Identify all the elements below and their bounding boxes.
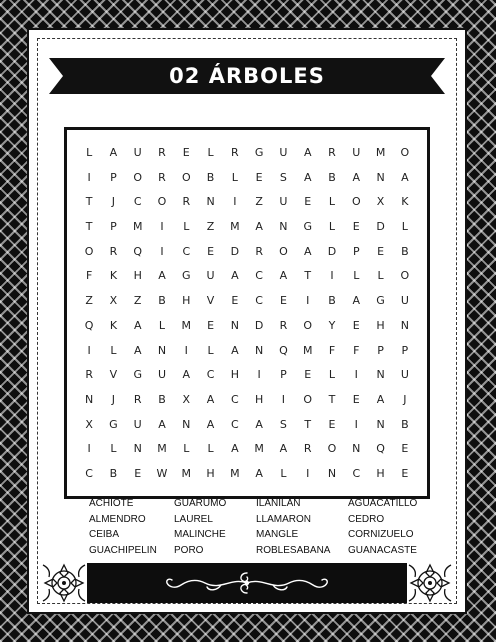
grid-letter: D xyxy=(254,318,264,332)
grid-letter: O xyxy=(84,244,94,258)
grid-letter: M xyxy=(254,442,264,456)
grid-letter: E xyxy=(231,294,239,308)
grid-letter: L xyxy=(377,269,384,283)
grid-letter: L xyxy=(207,145,214,159)
grid-letter: J xyxy=(111,392,116,406)
grid-letter: E xyxy=(377,244,385,258)
grid-letter: A xyxy=(279,269,288,283)
grid-letter: U xyxy=(352,145,361,159)
grid-letter: R xyxy=(85,368,93,382)
grid-letter: G xyxy=(303,219,312,233)
grid-letter: I xyxy=(87,343,91,357)
grid-letter: N xyxy=(255,343,264,357)
grid-letter: A xyxy=(401,170,409,184)
grid-letter: E xyxy=(304,368,312,382)
grid-letter: D xyxy=(230,244,240,258)
grid-letter: L xyxy=(183,442,190,456)
word-list-item: MANGLE xyxy=(256,529,299,540)
grid-letter: L xyxy=(207,442,214,456)
grid-letter: Q xyxy=(84,318,94,332)
grid-letter: U xyxy=(206,269,215,283)
grid-letter: L xyxy=(401,219,408,233)
grid-letter: J xyxy=(111,195,116,209)
grid-letter: I xyxy=(306,294,310,308)
letter-grid xyxy=(77,140,417,486)
grid-letter: E xyxy=(328,417,336,431)
grid-letter: C xyxy=(255,269,263,283)
grid-letter: P xyxy=(280,368,287,382)
word-list-item: CEIBA xyxy=(89,529,120,540)
grid-letter: R xyxy=(303,442,312,456)
grid-letter: E xyxy=(207,318,215,332)
grid-letter: I xyxy=(160,244,164,258)
grid-letter: T xyxy=(304,417,312,431)
grid-letter: N xyxy=(279,219,288,233)
grid-letter: C xyxy=(352,467,361,481)
grid-letter: O xyxy=(181,170,191,184)
word-list-item: CEDRO xyxy=(348,513,385,525)
grid-letter: P xyxy=(110,219,117,233)
grid-letter: Q xyxy=(279,343,288,357)
grid-letter: K xyxy=(401,195,409,209)
grid-letter: A xyxy=(303,145,312,159)
grid-letter: C xyxy=(133,195,142,209)
grid-letter: X xyxy=(109,294,118,308)
title-banner xyxy=(49,58,445,94)
grid-letter: A xyxy=(158,269,166,283)
grid-letter: U xyxy=(400,294,409,308)
grid-letter: U xyxy=(400,368,409,382)
grid-letter: Z xyxy=(206,219,215,233)
grid-letter: L xyxy=(110,343,117,357)
grid-letter: X xyxy=(182,392,191,406)
grid-letter: M xyxy=(157,442,167,456)
grid-letter: P xyxy=(352,244,360,258)
grid-letter: P xyxy=(401,343,409,357)
grid-letter: H xyxy=(182,294,191,308)
grid-letter: E xyxy=(401,442,409,456)
word-list xyxy=(89,496,429,558)
word-list-item: LAUREL xyxy=(174,513,213,525)
grid-letter: I xyxy=(354,417,358,431)
grid-letter: F xyxy=(353,343,360,357)
grid-letter: V xyxy=(206,294,215,308)
grid-letter: A xyxy=(255,417,263,431)
grid-letter: O xyxy=(327,442,337,456)
grid-letter: A xyxy=(231,442,239,456)
word-list-item: MALINCHE xyxy=(174,529,226,540)
grid-letter: B xyxy=(109,467,118,481)
grid-letter: N xyxy=(85,392,94,406)
grid-letter: M xyxy=(230,467,240,481)
grid-letter: V xyxy=(109,368,118,382)
grid-letter: L xyxy=(86,145,93,159)
grid-letter: G xyxy=(109,417,118,431)
grid-letter: R xyxy=(182,195,191,209)
grid-letter: I xyxy=(354,368,358,382)
word-list-item: AGUACATILLO xyxy=(348,498,418,509)
grid-letter: N xyxy=(182,417,191,431)
grid-letter: N xyxy=(376,170,385,184)
grid-letter: B xyxy=(328,294,336,308)
grid-letter: E xyxy=(134,467,142,481)
grid-letter: H xyxy=(133,269,142,283)
grid-letter: H xyxy=(255,392,264,406)
grid-letter: C xyxy=(231,392,239,406)
grid-letter: M xyxy=(230,219,240,233)
ornament-right-icon xyxy=(407,563,453,603)
grid-letter: R xyxy=(328,145,336,159)
word-list-item: GUACHIPELIN xyxy=(89,544,157,556)
grid-letter: E xyxy=(352,219,360,233)
grid-letter: A xyxy=(303,170,312,184)
grid-letter: Y xyxy=(328,318,336,332)
grid-letter: A xyxy=(255,219,263,233)
grid-letter: B xyxy=(158,294,166,308)
grid-letter: M xyxy=(181,467,192,481)
grid-letter: M xyxy=(132,219,143,233)
grid-letter: L xyxy=(207,343,214,357)
grid-letter: I xyxy=(87,442,91,456)
grid-letter: T xyxy=(304,269,312,283)
grid-letter: X xyxy=(85,417,93,431)
grid-letter: O xyxy=(133,170,143,184)
grid-letter: C xyxy=(182,244,191,258)
grid-letter: U xyxy=(133,417,142,431)
grid-letter: E xyxy=(401,467,409,481)
grid-letter: E xyxy=(279,294,287,308)
grid-letter: T xyxy=(85,195,93,209)
word-list-item: LLAMARON xyxy=(256,513,312,525)
grid-letter: O xyxy=(400,269,410,283)
grid-letter: L xyxy=(183,219,190,233)
grid-letter: I xyxy=(87,170,91,184)
grid-letter: B xyxy=(401,417,409,431)
grid-letter: R xyxy=(255,244,263,258)
grid-letter: L xyxy=(231,170,238,184)
letter-grid-frame xyxy=(64,127,430,499)
grid-letter: N xyxy=(230,318,239,332)
grid-letter: A xyxy=(303,244,312,258)
word-list-item: ALMENDRO xyxy=(89,513,146,525)
grid-letter: O xyxy=(303,392,313,406)
grid-letter: U xyxy=(157,368,167,382)
grid-letter: G xyxy=(254,145,264,159)
grid-letter: A xyxy=(352,170,361,184)
grid-letter: A xyxy=(231,343,239,357)
grid-letter: M xyxy=(302,343,313,357)
grid-letter: E xyxy=(352,392,360,406)
grid-letter: S xyxy=(279,170,287,184)
grid-letter: H xyxy=(206,467,215,481)
word-list-item: PORO xyxy=(174,544,204,556)
grid-letter: S xyxy=(279,417,287,431)
grid-letter: B xyxy=(328,170,336,184)
grid-letter: L xyxy=(353,269,360,283)
grid-letter: A xyxy=(352,294,361,308)
grid-letter: A xyxy=(255,467,263,481)
word-list-item: ACHIOTE xyxy=(89,498,134,509)
word-list-item: GUARUMO xyxy=(174,498,227,509)
grid-letter: F xyxy=(85,269,93,283)
grid-letter: C xyxy=(206,368,215,382)
grid-letter: B xyxy=(401,244,409,258)
grid-letter: K xyxy=(109,318,118,332)
grid-letter: Q xyxy=(376,442,385,456)
grid-letter: A xyxy=(231,269,239,283)
grid-letter: N xyxy=(352,442,361,456)
grid-letter: R xyxy=(133,392,142,406)
grid-letter: N xyxy=(376,417,385,431)
grid-letter: N xyxy=(206,195,215,209)
grid-letter: G xyxy=(376,294,385,308)
grid-letter: N xyxy=(376,368,385,382)
grid-letter: K xyxy=(109,269,118,283)
grid-letter: E xyxy=(207,244,215,258)
grid-letter: J xyxy=(403,392,407,406)
page-title: 02 ÁRBOLES xyxy=(169,64,325,88)
grid-letter: A xyxy=(376,392,385,406)
grid-letter: I xyxy=(306,467,310,481)
grid-letter: U xyxy=(279,145,288,159)
grid-letter: O xyxy=(351,195,361,209)
grid-letter: N xyxy=(327,467,337,481)
grid-letter: I xyxy=(281,392,286,406)
grid-letter: D xyxy=(376,219,385,233)
puzzle-card xyxy=(27,28,467,614)
grid-letter: R xyxy=(158,145,166,159)
grid-letter: A xyxy=(206,417,215,431)
grid-letter: Q xyxy=(133,244,143,258)
grid-letter: A xyxy=(182,368,191,382)
grid-letter: I xyxy=(233,195,237,209)
grid-letter: B xyxy=(206,170,215,184)
grid-letter: E xyxy=(255,170,263,184)
grid-letter: I xyxy=(330,269,334,283)
grid-letter: G xyxy=(182,269,191,283)
word-list-item: GUANACASTE xyxy=(348,544,417,556)
word-list-item: ROBLESABANA xyxy=(256,544,331,556)
grid-letter: M xyxy=(375,145,386,159)
grid-letter: A xyxy=(109,145,118,159)
grid-letter: R xyxy=(109,244,118,258)
word-list-item: ILANILAN xyxy=(256,498,301,509)
grid-letter: W xyxy=(156,467,168,481)
grid-letter: L xyxy=(158,318,166,332)
flourish-ornament-icon xyxy=(161,569,333,597)
grid-letter: A xyxy=(133,318,142,332)
grid-letter: L xyxy=(280,467,287,481)
grid-letter: F xyxy=(328,343,336,357)
grid-letter: O xyxy=(279,244,288,258)
grid-letter: C xyxy=(85,467,93,481)
ornament-left-icon xyxy=(41,563,87,603)
grid-letter: R xyxy=(279,318,288,332)
grid-letter: L xyxy=(328,195,336,209)
grid-letter: A xyxy=(158,417,166,431)
grid-letter: H xyxy=(376,318,385,332)
grid-letter: O xyxy=(303,318,313,332)
grid-letter: R xyxy=(231,145,239,159)
grid-letter: T xyxy=(85,219,93,233)
grid-letter: U xyxy=(279,195,288,209)
grid-letter: M xyxy=(181,318,192,332)
grid-letter: H xyxy=(230,368,239,382)
grid-letter: L xyxy=(328,368,336,382)
grid-letter: L xyxy=(328,219,336,233)
grid-letter: N xyxy=(133,442,142,456)
grid-letter: E xyxy=(352,318,360,332)
grid-letter: B xyxy=(158,392,166,406)
grid-letter: P xyxy=(110,170,117,184)
grid-letter: A xyxy=(206,392,215,406)
grid-letter: A xyxy=(133,343,142,357)
grid-letter: U xyxy=(133,145,142,159)
grid-letter: E xyxy=(182,145,190,159)
grid-letter: Z xyxy=(85,294,93,308)
grid-letter: C xyxy=(255,294,263,308)
grid-letter: G xyxy=(133,368,142,382)
grid-letter: C xyxy=(231,417,239,431)
grid-letter: O xyxy=(400,145,410,159)
grid-letter: P xyxy=(377,343,384,357)
grid-letter: X xyxy=(376,195,385,209)
grid-letter: I xyxy=(257,368,261,382)
word-list-item: CORNIZUELO xyxy=(348,529,414,540)
grid-letter: D xyxy=(327,244,337,258)
grid-letter: Z xyxy=(133,294,142,308)
grid-letter: I xyxy=(160,219,164,233)
grid-letter: N xyxy=(157,343,167,357)
grid-letter: N xyxy=(400,318,409,332)
grid-letter: E xyxy=(304,195,312,209)
grid-letter: H xyxy=(376,467,385,481)
grid-letter: A xyxy=(279,442,288,456)
grid-letter: R xyxy=(158,170,166,184)
decorative-footer xyxy=(41,563,453,603)
grid-letter: L xyxy=(110,442,117,456)
grid-letter: Z xyxy=(255,195,263,209)
grid-letter: O xyxy=(157,195,167,209)
grid-letter: T xyxy=(328,392,336,406)
grid-letter: I xyxy=(184,343,188,357)
